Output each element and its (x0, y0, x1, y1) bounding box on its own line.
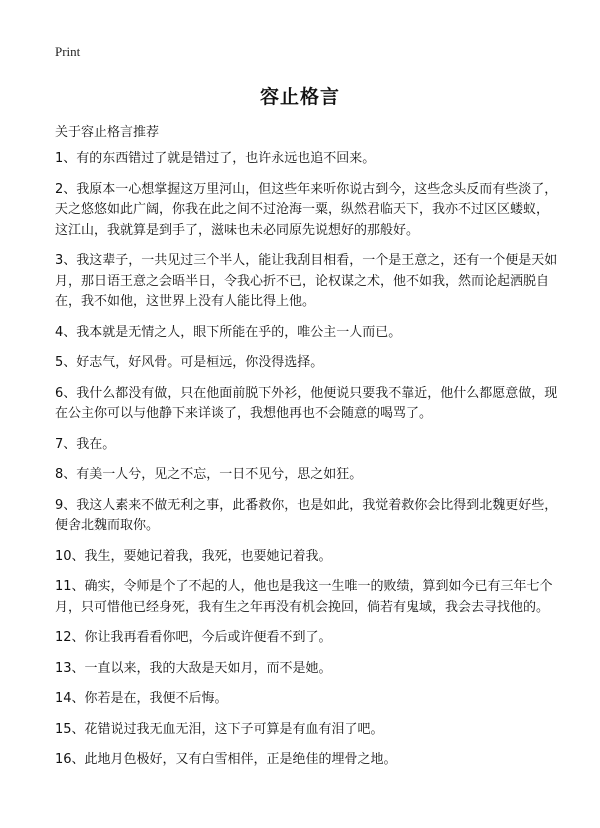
quote-item: 13、一直以来，我的大敌是天如月，而不是她。 (55, 660, 332, 676)
quote-item: 7、我在。 (55, 436, 116, 452)
quote-item: 10、我生，要她记着我，我死，也要她记着我。 (55, 548, 332, 564)
quote-item: 15、花错说过我无血无泪，这下子可算是有血有泪了吧。 (55, 721, 384, 737)
quote-item: 5、好志气，好风骨。可是桓远，你没得选择。 (55, 355, 324, 370)
page-subtitle: 关于容止格言推荐 (55, 125, 160, 140)
print-link[interactable]: Print (55, 44, 81, 59)
quote-list (55, 149, 560, 781)
quote-item: 1、有的东西错过了就是错过了，也许永远也追不回来。 (55, 151, 376, 166)
quote-item: 2、我原本一心想掌握这万里河山，但这些年来听你说古到今，这些念头反而有些淡了，天之悠悠如此广阔，你我在此之间不过沧海一粟，纵然君临天下，我亦不过区区蝼蚁，这江山，我就算是到手了，滋味也未必同原先说想好的那般好。 (55, 181, 558, 238)
page-title: 容止格言 (259, 86, 340, 108)
quote-item: 12、你让我再看看你吧，今后或许便看不到了。 (55, 630, 332, 645)
quote-item: 9、我这人素来不做无利之事，此番救你，也是如此，我觉着救你会比得到北魏更好些，便舍北魏而取你。 (55, 497, 558, 533)
quote-item: 8、有美一人兮，见之不忘，一日不见兮，思之如狂。 (55, 467, 363, 482)
quote-item: 6、我什么都没有做，只在他面前脱下外衫，他便说只要我不靠近，他什么都愿意做，现在公主你可以与他静下来详谈了，我想他再也不会随意的喝骂了。 (55, 385, 558, 421)
quote-item: 4、我本就是无情之人，眼下所能在乎的，唯公主一人而已。 (55, 324, 402, 340)
quote-item: 16、此地月色极好，又有白雪相伴，正是绝佳的埋骨之地。 (55, 752, 397, 767)
quote-item: 3、我这辈子，一共见过三个半人，能让我刮目相看，一个是王意之，还有一个便是天如月，那日语王意之会晤半日，令我心折不已，论权谋之术，他不如我，然而论起洒脱自在，我不如他，这世界上没有人能比得上他。 (55, 253, 558, 309)
quote-item: 14、你若是在，我便不后悔。 (55, 691, 228, 706)
quote-item: 11、确实，令师是个了不起的人，他也是我这一生唯一的败绩，算到如今已有三年七个月，只可惜他已经身死，我有生之年再没有机会挽回，倘若有鬼域，我会去寻找他的。 (55, 579, 553, 615)
